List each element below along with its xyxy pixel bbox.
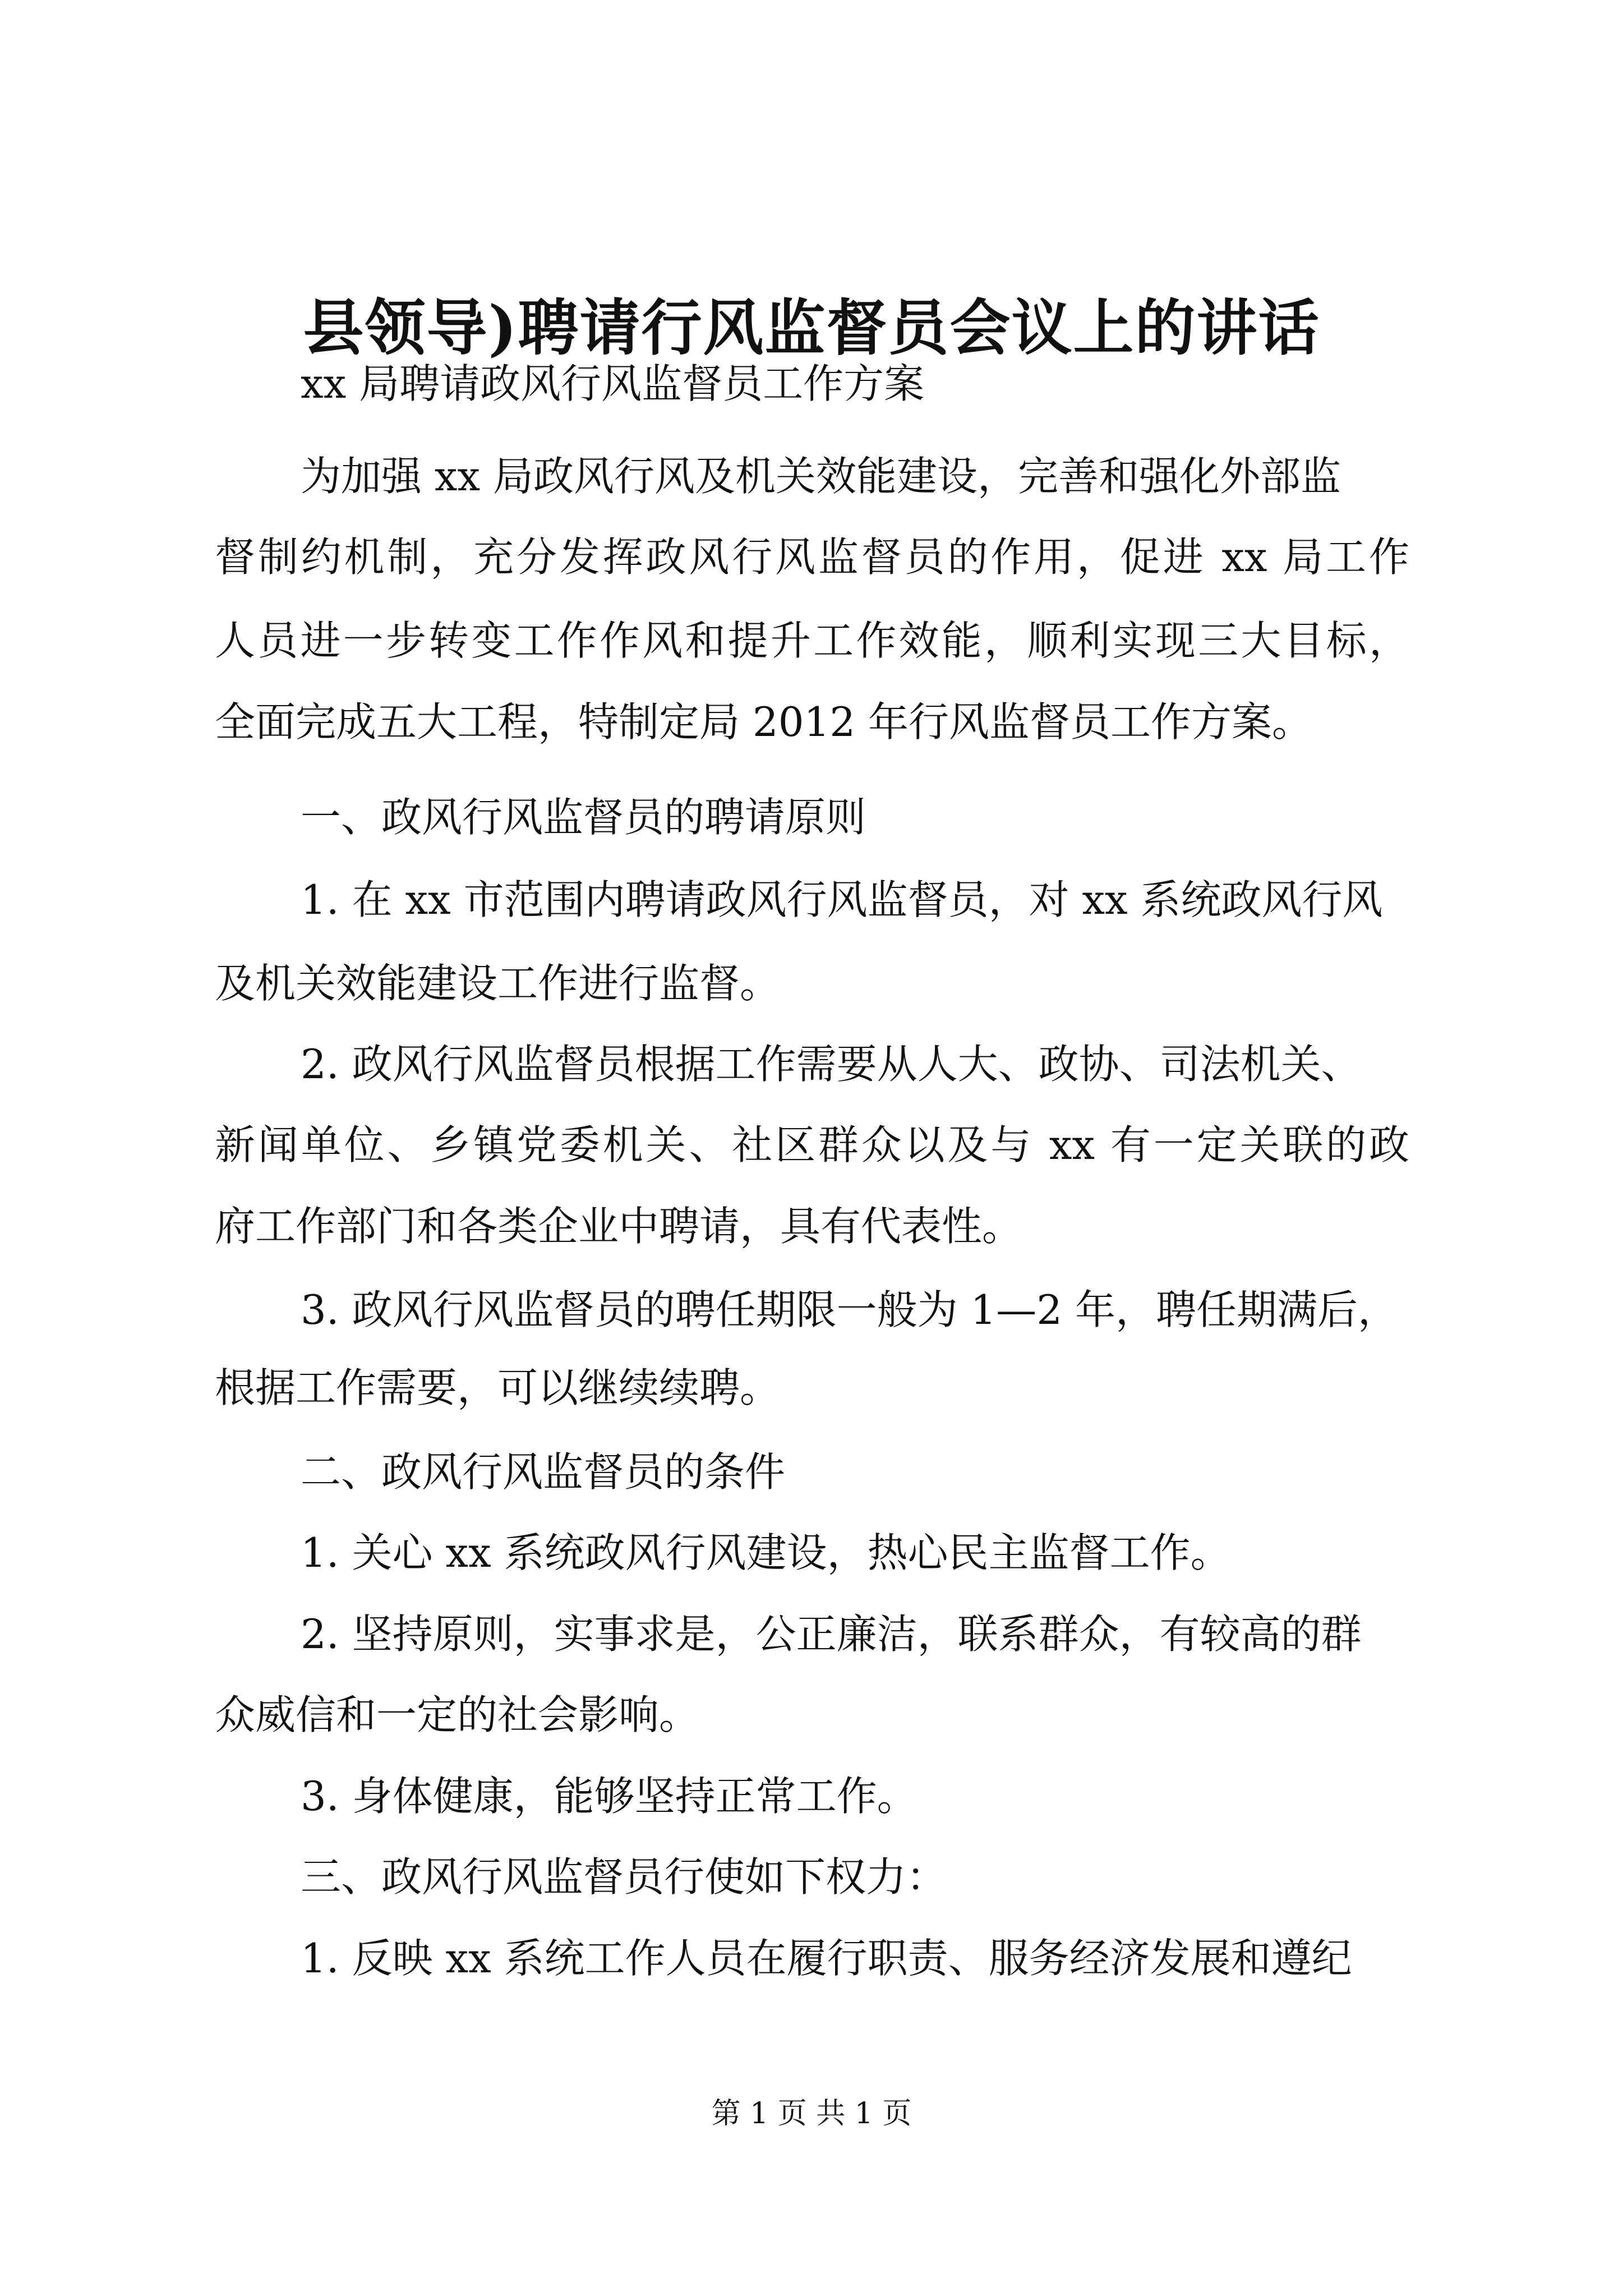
- paragraph-line: 2. 政风行风监督员根据工作需要从人大、政协、司法机关、: [301, 1041, 1362, 1088]
- paragraph-line: 1. 反映 xx 系统工作人员在履行职责、服务经济发展和遵纪: [301, 1935, 1352, 1982]
- document-title: 县领导)聘请行风监督员会议上的讲话: [303, 293, 1320, 364]
- paragraph-line: 及机关效能建设工作进行监督。: [215, 960, 781, 1007]
- paragraph-line: 府工作部门和各类企业中聘请，具有代表性。: [215, 1203, 1023, 1250]
- paragraph-line: 全面完成五大工程，特制定局 2012 年行风监督员工作方案。: [215, 698, 1313, 746]
- section-heading: 一、政风行风监督员的聘请原则: [301, 794, 866, 841]
- paragraph-line: 3. 身体健康，能够坚持正常工作。: [301, 1773, 917, 1820]
- paragraph-line: 3. 政风行风监督员的聘任期限一般为 1—2 年，聘任期满后，: [301, 1286, 1398, 1333]
- paragraph-line: 1. 在 xx 市范围内聘请政风行风监督员，对 xx 系统政风行风: [301, 876, 1383, 923]
- subtitle-line: xx 局聘请政风行风监督员工作方案: [301, 360, 925, 407]
- paragraph-line: 2. 坚持原则，实事求是，公正廉洁，联系群众，有较高的群: [301, 1611, 1362, 1658]
- paragraph-line: 1. 关心 xx 系统政风行风建设，热心民主监督工作。: [301, 1529, 1231, 1576]
- paragraph-line: 督制约机制，充分发挥政风行风监督员的作用，促进 xx 局工作: [215, 533, 1409, 581]
- section-heading: 三、政风行风监督员行使如下权力：: [301, 1853, 947, 1901]
- paragraph-line: 为加强 xx 局政风行风及机关效能建设，完善和强化外部监: [301, 453, 1341, 500]
- paragraph-line: 根据工作需要，可以继续续聘。: [215, 1364, 781, 1411]
- page-number-footer: 第 1 页 共 1 页: [711, 2097, 912, 2131]
- paragraph-line: 众威信和一定的社会影响。: [215, 1691, 700, 1738]
- paragraph-line: 人员进一步转变工作作风和提升工作效能，顺利实现三大目标，: [215, 617, 1409, 664]
- paragraph-line: 新闻单位、乡镇党委机关、社区群众以及与 xx 有一定关联的政: [215, 1121, 1409, 1168]
- section-heading: 二、政风行风监督员的条件: [301, 1448, 786, 1496]
